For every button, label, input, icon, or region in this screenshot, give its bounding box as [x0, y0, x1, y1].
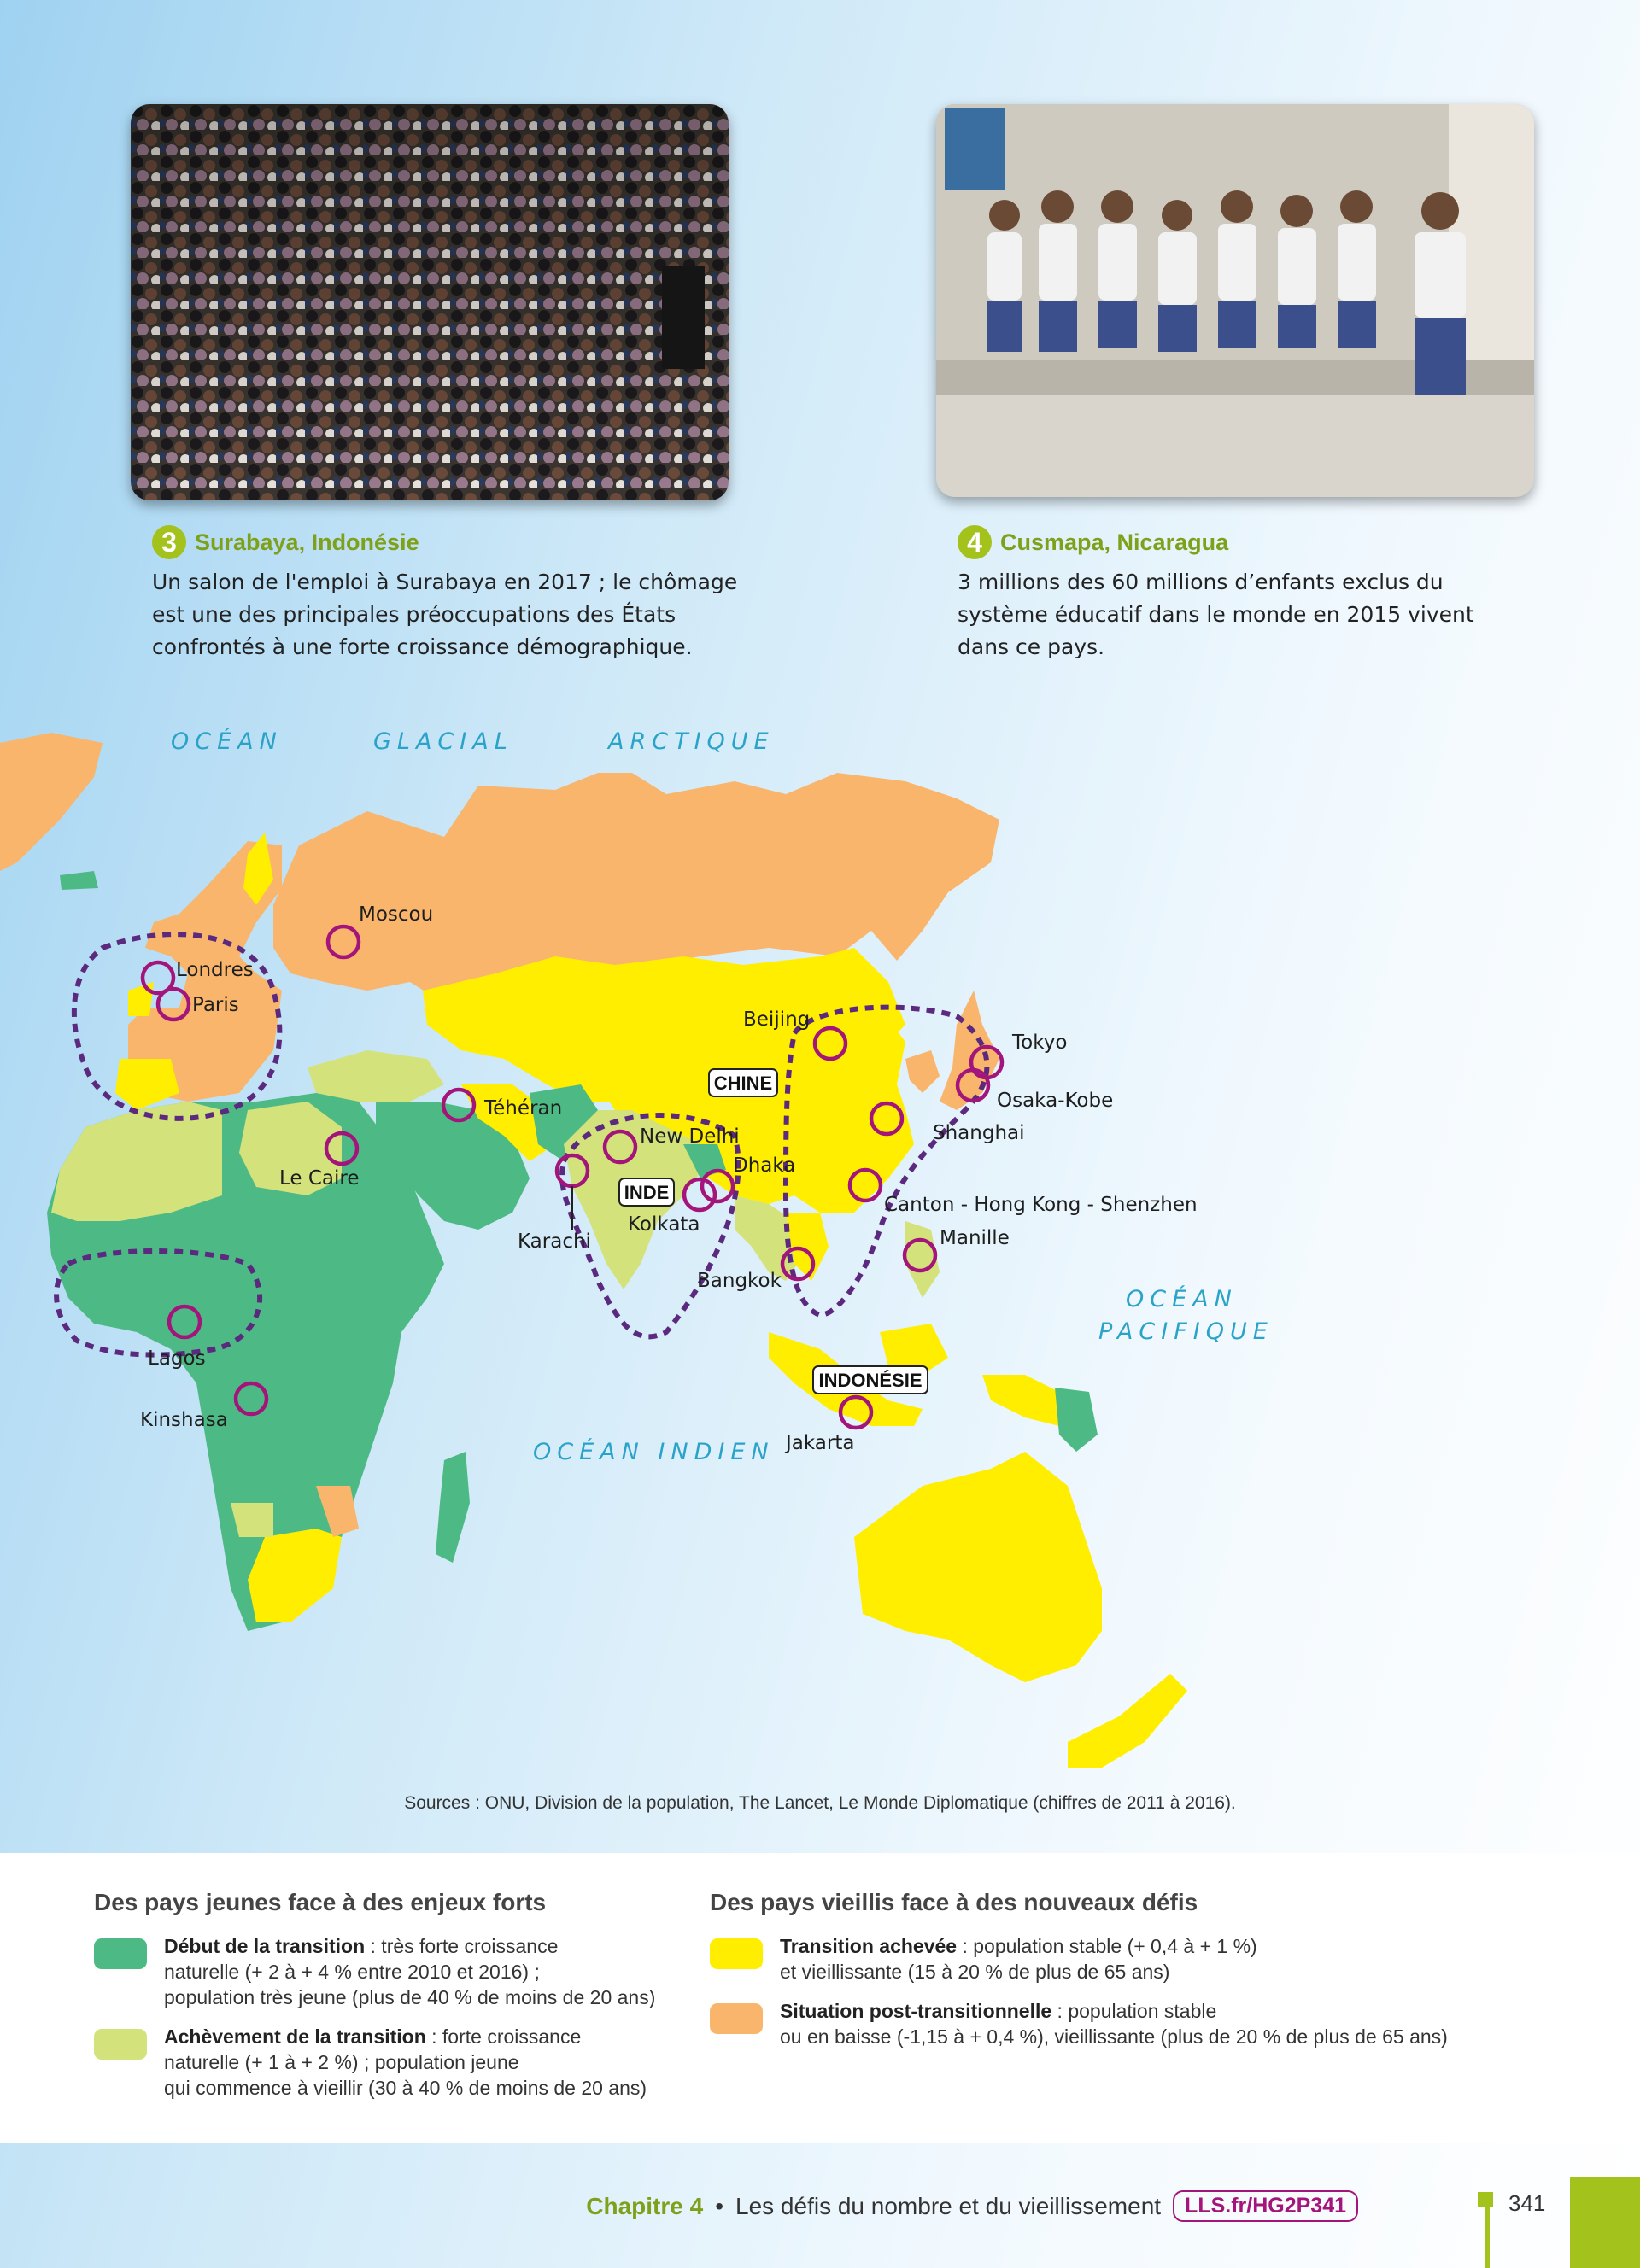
- city-label-osaka-kobe: Osaka-Kobe: [997, 1090, 1114, 1112]
- legend-line: : population stable: [1051, 2000, 1217, 2022]
- legend-term: Transition achevée: [780, 1935, 958, 1957]
- city-label-shanghai: Shanghai: [933, 1122, 1025, 1144]
- japan-region: [940, 991, 999, 1110]
- legend-line: : forte croissance: [425, 2025, 582, 2048]
- legend-line: naturelle (+ 2 à + 4 % entre 2010 et 2016) ;: [164, 1961, 540, 1983]
- city-label-tokyo: Tokyo: [1012, 1032, 1068, 1054]
- caption-line: est une des principales préoccupations des États: [152, 602, 676, 627]
- turkey-region: [308, 1050, 444, 1102]
- legend-swatch: [710, 1938, 763, 1969]
- legend-text: [164, 1933, 655, 2010]
- caption-text: [958, 566, 1555, 663]
- ocean-label: OCÉAN: [171, 728, 283, 755]
- demographic-transition-map: [0, 717, 1640, 1793]
- country-label-indonesie: INDONÉSIE: [818, 1370, 922, 1391]
- madagascar-region: [436, 1452, 470, 1563]
- map-legend: [0, 1853, 1640, 2143]
- footer-marker-square: [1478, 2192, 1493, 2207]
- legend-line: qui commence à vieillir (30 à 40 % de moins de 20 ans): [164, 2077, 647, 2099]
- country-label-inde: INDE: [624, 1182, 670, 1203]
- legend-text: [164, 2024, 647, 2101]
- legend-line: ou en baisse (-1,15 à + 0,4 %), vieillissante (plus de 20 % de plus de 65 ans): [780, 2025, 1448, 2048]
- legend-line: naturelle (+ 1 à + 2 %) ; population jeune: [164, 2051, 519, 2073]
- figure-number-badge: 4: [958, 525, 992, 559]
- caption-surabaya: [152, 525, 750, 663]
- legend-term: Achèvement de la transition: [164, 2025, 426, 2048]
- legend-item-transition-achevee: [710, 1933, 1564, 1984]
- legend-swatch: [94, 2029, 147, 2060]
- city-label-dhaka: Dhaka: [733, 1154, 796, 1177]
- page-number: 341: [1508, 2190, 1546, 2216]
- crowd-image: [131, 104, 729, 500]
- footer-separator: •: [715, 2192, 723, 2219]
- footer-chapter-line: [586, 2190, 1358, 2222]
- legend-term: Situation post-transitionnelle: [780, 2000, 1052, 2022]
- city-marker-kolkata: [684, 1179, 715, 1210]
- legend-term: Début de la transition: [164, 1935, 366, 1957]
- legend-old-countries: [710, 1889, 1564, 2063]
- caption-cusmapa: [958, 525, 1555, 663]
- legend-line: et vieillissante (15 à 20 % de plus de 65 ans): [780, 1961, 1170, 1983]
- ocean-label: GLACIAL: [373, 728, 513, 755]
- iberia-region: [115, 1059, 179, 1110]
- country-label-chine: CHINE: [713, 1073, 773, 1094]
- page-footer: [0, 2143, 1640, 2268]
- legend-young-countries: [94, 1889, 692, 2114]
- caption-title: Surabaya, Indonésie: [195, 529, 419, 555]
- papua-region: [1055, 1388, 1098, 1452]
- ocean-label: ARCTIQUE: [608, 728, 775, 755]
- legend-text: [780, 1998, 1448, 2049]
- legend-text: [780, 1933, 1257, 1984]
- city-label-kolkata: Kolkata: [628, 1213, 700, 1236]
- city-label-londres: Londres: [176, 959, 254, 981]
- photo-cusmapa-children: [936, 104, 1534, 497]
- greenland-region: [0, 733, 102, 871]
- legend-item-debut-transition: [94, 1933, 692, 2010]
- city-label-new-delhi: New Delhi: [640, 1125, 740, 1148]
- legend-swatch: [710, 2003, 763, 2034]
- caption-text: [152, 566, 750, 663]
- city-label-le-caire: Le Caire: [279, 1167, 360, 1190]
- caption-line: système éducatif dans le monde en 2015 vivent: [958, 602, 1474, 627]
- city-label-lagos: Lagos: [148, 1347, 206, 1370]
- city-label-bangkok: Bangkok: [697, 1270, 782, 1292]
- city-label-karachi: Karachi: [518, 1230, 591, 1253]
- ocean-label: OCÉAN INDIEN: [533, 1439, 775, 1465]
- legend-item-achevement-transition: [94, 2024, 692, 2101]
- new-zealand-region: [1068, 1674, 1187, 1768]
- legend-line: population très jeune (plus de 40 % de moins de 20 ans): [164, 1986, 656, 2008]
- city-label-moscou: Moscou: [359, 903, 434, 926]
- ocean-label: OCÉAN: [1126, 1286, 1238, 1312]
- page-corner-tab: [1570, 2177, 1640, 2268]
- city-label-teheran: Téhéran: [484, 1097, 563, 1119]
- city-label-kinshasa: Kinshasa: [140, 1409, 228, 1431]
- chapter-title: Les défis du nombre et du vieillissement: [735, 2192, 1162, 2219]
- map-sources: Sources : ONU, Division de la population, The Lancet, Le Monde Diplomatique (chiffres de 2011 à 2016).: [404, 1793, 1236, 1813]
- caption-line: 3 millions des 60 millions d’enfants exclus du: [958, 570, 1444, 594]
- city-label-canton: Canton - Hong Kong - Shenzhen: [884, 1194, 1198, 1216]
- city-label-jakarta: Jakarta: [786, 1432, 855, 1454]
- legend-line: : population stable (+ 0,4 à + 1 %): [957, 1935, 1257, 1957]
- city-label-manille: Manille: [940, 1227, 1010, 1249]
- ireland-region: [128, 982, 154, 1016]
- caption-title: Cusmapa, Nicaragua: [1000, 529, 1229, 555]
- caption-line: dans ce pays.: [958, 634, 1105, 659]
- children-image: [936, 104, 1534, 497]
- legend-heading: Des pays jeunes face à des enjeux forts: [94, 1889, 547, 1915]
- photo-surabaya-crowd: [131, 104, 729, 500]
- caption-line: confrontés à une forte croissance démographique.: [152, 634, 693, 659]
- australia-region: [854, 1452, 1102, 1682]
- legend-heading: Des pays vieillis face à des nouveaux défis: [710, 1889, 1198, 1915]
- city-label-beijing: Beijing: [743, 1008, 811, 1031]
- iceland-region: [60, 871, 98, 890]
- legend-line: : très forte croissance: [365, 1935, 559, 1957]
- korea-region: [905, 1050, 940, 1093]
- ocean-label: PACIFIQUE: [1098, 1318, 1274, 1345]
- legend-item-post-transitionnelle: [710, 1998, 1564, 2049]
- legend-swatch: [94, 1938, 147, 1969]
- chapter-label: Chapitre 4: [586, 2192, 704, 2219]
- caption-line: Un salon de l'emploi à Surabaya en 2017 ; le chômage: [152, 570, 738, 594]
- lls-link[interactable]: LLS.fr/HG2P341: [1173, 2190, 1358, 2222]
- figure-number-badge: 3: [152, 525, 186, 559]
- city-label-paris: Paris: [192, 994, 239, 1016]
